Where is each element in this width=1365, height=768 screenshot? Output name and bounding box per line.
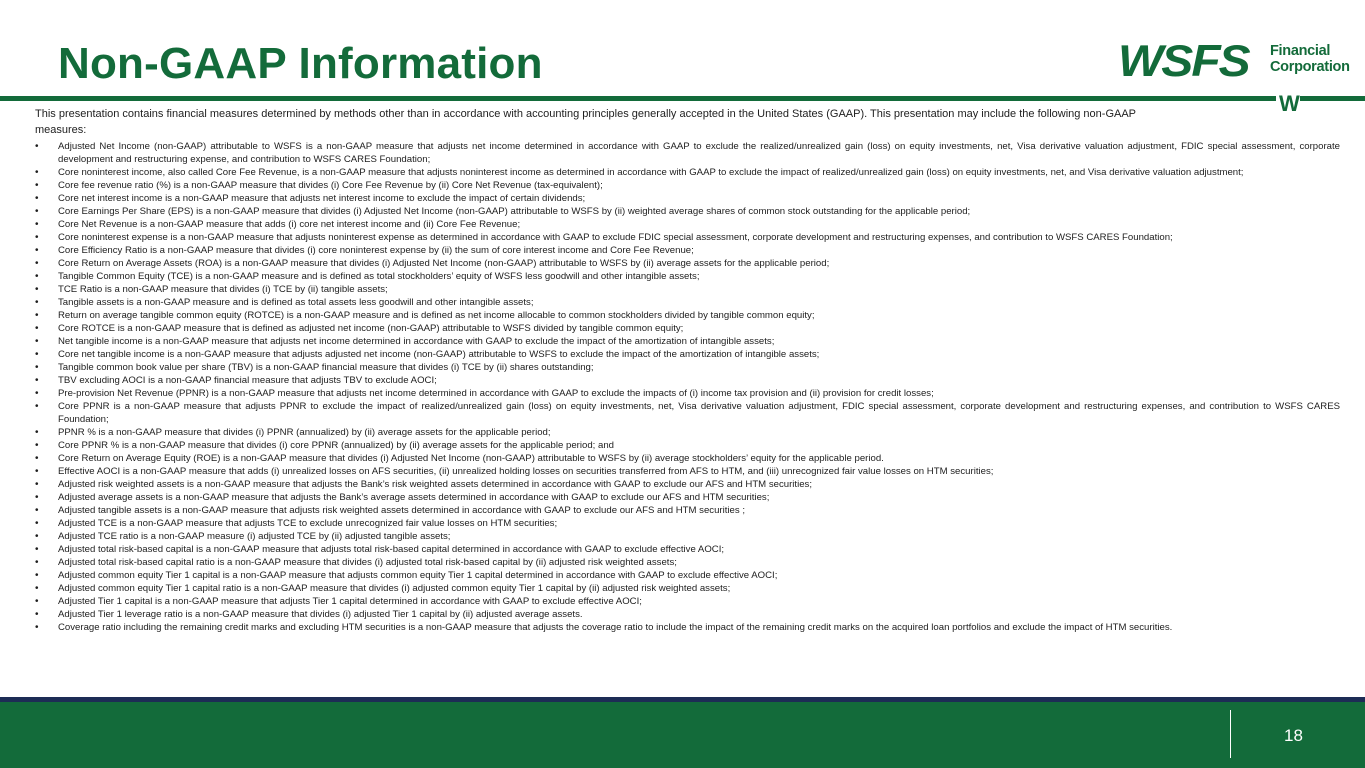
list-item: • Core PPNR is a non-GAAP measure that adjusts PPNR to exclude the impact of realized/unrealized gain (loss) on equity investments, net, Visa derivative valuation adjustment, FDIC special assessment, corporate development and restructuring expenses, and contribution to WSFS CARES Foundation; <box>35 400 1340 426</box>
slide-body <box>35 106 1340 634</box>
list-item: • Adjusted Tier 1 leverage ratio is a non-GAAP measure that divides (i) adjusted Tier 1 capital by (ii) adjusted average assets. <box>35 608 1340 621</box>
list-item: • TCE Ratio is a non-GAAP measure that divides (i) TCE by (ii) tangible assets; <box>35 283 1340 296</box>
list-item: • Core net interest income is a non-GAAP measure that adjusts net interest income to exclude the impact of certain dividends; <box>35 192 1340 205</box>
list-item: • Core noninterest income, also called Core Fee Revenue, is a non-GAAP measure that adjusts noninterest income as determined in accordance with GAAP to exclude the impact of realized/unrealized gain (loss) on equity investments, net, and Visa derivative valuation adjustment; <box>35 166 1340 179</box>
list-item: • Adjusted Tier 1 capital is a non-GAAP measure that adjusts Tier 1 capital determined in accordance with GAAP to exclude effective AOCI; <box>35 595 1340 608</box>
list-item: • Core net tangible income is a non-GAAP measure that adjusts adjusted net income (non-GAAP) attributable to WSFS to exclude the impact of the amortization of intangible assets; <box>35 348 1340 361</box>
footer-divider <box>1230 710 1231 758</box>
list-item: • Adjusted risk weighted assets is a non-GAAP measure that adjusts the Bank’s risk weighted assets determined in accordance with GAAP to exclude our AFS and HTM securities; <box>35 478 1340 491</box>
list-item: • Adjusted common equity Tier 1 capital ratio is a non-GAAP measure that divides (i) adjusted common equity Tier 1 capital by (ii) adjusted risk weighted assets; <box>35 582 1340 595</box>
list-item: • Adjusted TCE is a non-GAAP measure that adjusts TCE to exclude unrecognized fair value losses on HTM securities; <box>35 517 1340 530</box>
page-title: Non-GAAP Information <box>58 39 543 88</box>
list-item: • Core Return on Average Assets (ROA) is a non-GAAP measure that divides (i) Adjusted Net Income (non-GAAP) attributable to WSFS by (ii) average assets for the applicable period; <box>35 257 1340 270</box>
logo-mark-letter: W <box>1279 91 1300 116</box>
logo-wordmark: WSFS <box>1118 37 1249 86</box>
list-item: • Core ROTCE is a non-GAAP measure that is defined as adjusted net income (non-GAAP) attributable to WSFS divided by tangible common equity; <box>35 322 1340 335</box>
footer-bar <box>0 702 1365 768</box>
list-item: • Core noninterest expense is a non-GAAP measure that adjusts noninterest expense as determined in accordance with GAAP to exclude FDIC special assessment, corporate development and restructuring expenses, and contribution to WSFS CARES Foundation; <box>35 231 1340 244</box>
list-item: • PPNR % is a non-GAAP measure that divides (i) PPNR (annualized) by (ii) average assets for the applicable period; <box>35 426 1340 439</box>
list-item: • Adjusted total risk-based capital ratio is a non-GAAP measure that divides (i) adjusted total risk-based capital by (ii) adjusted risk weighted assets; <box>35 556 1340 569</box>
list-item: • Adjusted TCE ratio is a non-GAAP measure (i) adjusted TCE by (ii) adjusted tangible assets; <box>35 530 1340 543</box>
list-item: • Adjusted Net Income (non-GAAP) attributable to WSFS is a non-GAAP measure that adjusts net income determined in accordance with GAAP to exclude the realized/unrealized gain (loss) on equity investments, net, Visa derivative valuation adjustment, FDIC special assessment, corporate development and restructuring expense, and contribution to WSFS CARES Foundation; <box>35 140 1340 166</box>
list-item: • Net tangible income is a non-GAAP measure that adjusts net income determined in accordance with GAAP to exclude the impact of the amortization of intangible assets; <box>35 335 1340 348</box>
list-item: • TBV excluding AOCI is a non-GAAP financial measure that adjusts TBV to exclude AOCI; <box>35 374 1340 387</box>
list-item: • Core Return on Average Equity (ROE) is a non-GAAP measure that divides (i) Adjusted Net Income (non-GAAP) attributable to WSFS by (ii) average stockholders’ equity for the applicable period. <box>35 452 1340 465</box>
page-number: 18 <box>1284 726 1303 745</box>
list-item: • Pre-provision Net Revenue (PPNR) is a non-GAAP measure that adjusts net income determined in accordance with GAAP to exclude the impacts of (i) income tax provision and (ii) provision for credit losses; <box>35 387 1340 400</box>
intro-paragraph: This presentation contains financial measures determined by methods other than in accordance with accounting principles generally accepted in the United States (GAAP). This presentation may include the following non-GAAP measures: <box>35 108 1136 136</box>
non-gaap-measures-list <box>35 140 1340 634</box>
logo-subtitle: Financial Corporation <box>1270 43 1350 75</box>
list-item: • Adjusted average assets is a non-GAAP measure that adjusts the Bank’s average assets determined in accordance with GAAP to exclude our AFS and HTM securities; <box>35 491 1340 504</box>
list-item: • Core PPNR % is a non-GAAP measure that divides (i) core PPNR (annualized) by (ii) average assets for the applicable period; and <box>35 439 1340 452</box>
list-item: • Core Efficiency Ratio is a non-GAAP measure that divides (i) core noninterest expense by (ii) the sum of core interest income and Core Fee Revenue; <box>35 244 1340 257</box>
list-item: • Return on average tangible common equity (ROTCE) is a non-GAAP measure and is defined as net income allocable to common stockholders divided by tangible common equity; <box>35 309 1340 322</box>
list-item: • Core fee revenue ratio (%) is a non-GAAP measure that divides (i) Core Fee Revenue by (ii) Core Net Revenue (tax-equivalent); <box>35 179 1340 192</box>
list-item: • Tangible common book value per share (TBV) is a non-GAAP financial measure that divides (i) TCE by (ii) shares outstanding; <box>35 361 1340 374</box>
list-item: • Adjusted tangible assets is a non-GAAP measure that adjusts risk weighted assets determined in accordance with GAAP to exclude our AFS and HTM securities ; <box>35 504 1340 517</box>
wsfs-logo <box>1118 37 1354 116</box>
list-item: • Adjusted common equity Tier 1 capital is a non-GAAP measure that adjusts common equity Tier 1 capital determined in accordance with GAAP to exclude effective AOCI; <box>35 569 1340 582</box>
list-item: • Core Earnings Per Share (EPS) is a non-GAAP measure that divides (i) Adjusted Net Income (non-GAAP) attributable to WSFS by (ii) weighted average shares of common stock outstanding for the applicable period; <box>35 205 1340 218</box>
list-item: • Tangible Common Equity (TCE) is a non-GAAP measure and is defined as total stockholders’ equity of WSFS less goodwill and other intangible assets; <box>35 270 1340 283</box>
list-item: • Coverage ratio including the remaining credit marks and excluding HTM securities is a non-GAAP measure that adjusts the coverage ratio to include the impact of the remaining credit marks on the acquired loan portfolios and exclude the impact of HTM securities. <box>35 621 1340 634</box>
list-item: • Tangible assets is a non-GAAP measure and is defined as total assets less goodwill and other intangible assets; <box>35 296 1340 309</box>
list-item: • Effective AOCI is a non-GAAP measure that adds (i) unrealized losses on AFS securities, (ii) unrealized holding losses on securities transferred from AFS to HTM, and (iii) unrecognized fair value losses on HTM securities; <box>35 465 1340 478</box>
list-item: • Adjusted total risk-based capital is a non-GAAP measure that adjusts total risk-based capital determined in accordance with GAAP to exclude effective AOCI; <box>35 543 1340 556</box>
list-item: • Core Net Revenue is a non-GAAP measure that adds (i) core net interest income and (ii) Core Fee Revenue; <box>35 218 1340 231</box>
